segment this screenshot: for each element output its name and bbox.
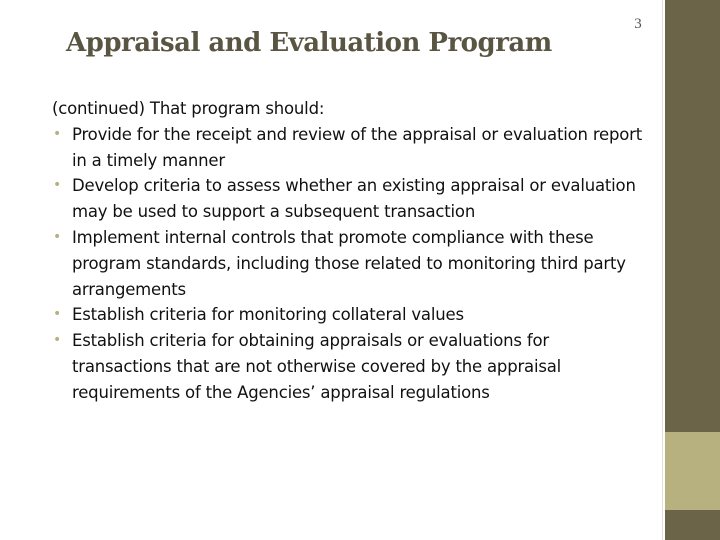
bullet-text: Provide for the receipt and review of the appraisal or evaluation report in a timely manner (72, 124, 643, 170)
bullet-list (52, 122, 652, 406)
bullet-item (52, 302, 652, 328)
bullet-text: Implement internal controls that promote compliance with these program standards, including those related to monitoring third party arrangements (72, 227, 626, 299)
bullet-text: Establish criteria for monitoring collateral values (72, 305, 464, 325)
bullet-icon: • (53, 332, 62, 349)
bullet-item (52, 122, 652, 174)
bullet-icon: • (53, 306, 62, 323)
bullet-text: Establish criteria for obtaining appraisals or evaluations for transactions that are not otherwise covered by the appraisal requirements of the Agencies’ appraisal regulations (72, 331, 562, 402)
page-number: 3 (634, 16, 642, 32)
bullet-icon: • (53, 177, 62, 194)
slide-body (52, 96, 652, 406)
divider-line (662, 0, 663, 540)
bullet-item (52, 173, 652, 225)
bullet-item (52, 225, 652, 302)
bullet-icon: • (53, 125, 62, 142)
intro-text: (continued) That program should: (52, 99, 325, 118)
bullet-text: Develop criteria to assess whether an existing appraisal or evaluation may be used to support a subsequent transaction (72, 176, 636, 222)
side-band-accent (665, 432, 720, 510)
bullet-item (52, 328, 652, 405)
bullet-icon: • (53, 228, 62, 245)
slide-title: Appraisal and Evaluation Program (66, 28, 552, 58)
